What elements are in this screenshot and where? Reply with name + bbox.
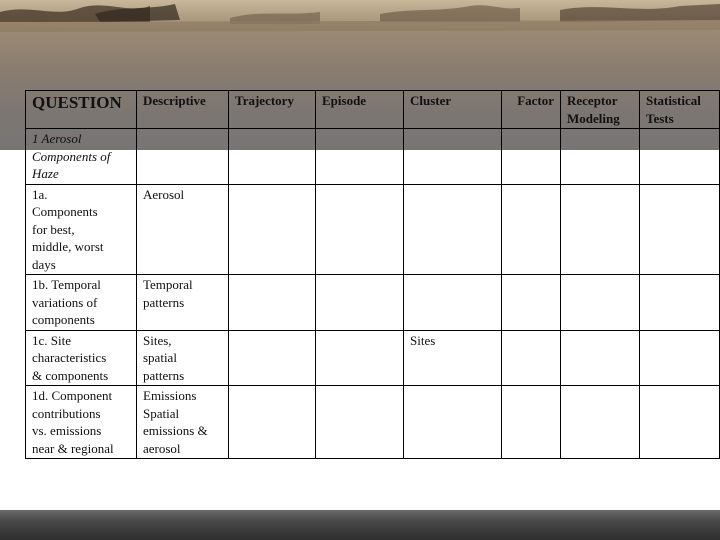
trajectory-cell — [229, 330, 316, 386]
episode-cell — [316, 330, 404, 386]
question-cell: 1b. Temporal variations of components — [26, 275, 137, 331]
factor-cell — [502, 386, 561, 459]
table-cell — [137, 129, 229, 185]
table-header-row — [26, 91, 720, 129]
episode-cell — [316, 184, 404, 275]
statistical-cell — [640, 184, 720, 275]
table-cell — [561, 129, 640, 185]
header-cluster: Cluster — [404, 91, 502, 129]
table-row — [26, 275, 720, 331]
header-receptor-modeling: Receptor Modeling — [561, 91, 640, 129]
header-statistical-tests: Statistical Tests — [640, 91, 720, 129]
trajectory-cell — [229, 386, 316, 459]
descriptive-cell: Emissions Spatial emissions & aerosol — [137, 386, 229, 459]
table-cell — [640, 129, 720, 185]
cluster-cell — [404, 386, 502, 459]
trajectory-cell — [229, 275, 316, 331]
table-row — [26, 129, 720, 185]
statistical-cell — [640, 275, 720, 331]
receptor-cell — [561, 275, 640, 331]
receptor-cell — [561, 184, 640, 275]
header-descriptive: Descriptive — [137, 91, 229, 129]
factor-cell — [502, 330, 561, 386]
header-trajectory: Trajectory — [229, 91, 316, 129]
descriptive-cell: Temporal patterns — [137, 275, 229, 331]
cluster-cell — [404, 184, 502, 275]
header-episode: Episode — [316, 91, 404, 129]
episode-cell — [316, 386, 404, 459]
question-cell: 1d. Component contributions vs. emissions near & regional — [26, 386, 137, 459]
statistical-cell — [640, 330, 720, 386]
table-cell — [404, 129, 502, 185]
analysis-matrix-table — [25, 90, 720, 459]
table-row — [26, 330, 720, 386]
table-cell — [229, 129, 316, 185]
header-question: QUESTION — [26, 91, 137, 129]
descriptive-cell: Sites, spatial patterns — [137, 330, 229, 386]
table-row — [26, 386, 720, 459]
table-cell — [316, 129, 404, 185]
receptor-cell — [561, 386, 640, 459]
factor-cell — [502, 184, 561, 275]
factor-cell — [502, 275, 561, 331]
table-row — [26, 184, 720, 275]
descriptive-cell: Aerosol — [137, 184, 229, 275]
question-cell: 1a. Components for best, middle, worst days — [26, 184, 137, 275]
statistical-cell — [640, 386, 720, 459]
footer-bar — [0, 510, 720, 540]
episode-cell — [316, 275, 404, 331]
section-title-cell: 1 Aerosol Components of Haze — [26, 129, 137, 185]
table-cell — [502, 129, 561, 185]
cluster-cell: Sites — [404, 330, 502, 386]
cluster-cell — [404, 275, 502, 331]
receptor-cell — [561, 330, 640, 386]
question-cell: 1c. Site characteristics & components — [26, 330, 137, 386]
trajectory-cell — [229, 184, 316, 275]
header-factor: Factor — [502, 91, 561, 129]
